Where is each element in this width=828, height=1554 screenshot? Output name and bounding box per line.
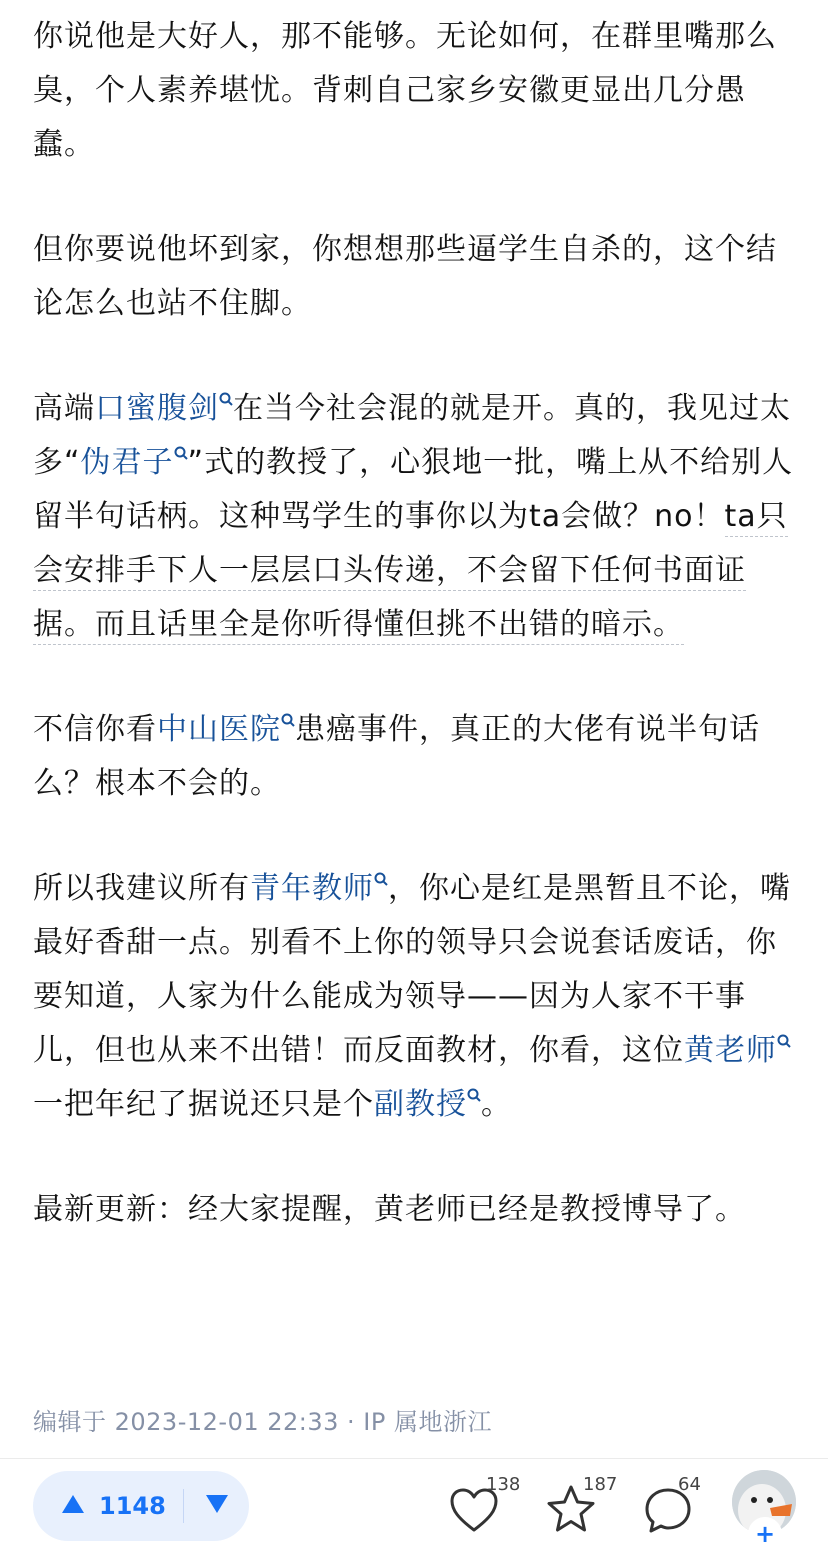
text-span: ”式的教授了，心狠地一批，嘴上从不给别人留半句话柄。这种骂学生的事你以为ta会做？no！	[33, 445, 794, 534]
comment-count: 64	[678, 1474, 701, 1495]
paragraph: 但你要说他坏到家，你想想那些逼学生自杀的，这个结论怎么也站不住脚。	[33, 232, 777, 321]
answer-body	[33, 10, 798, 1288]
paragraph	[33, 862, 798, 1132]
search-icon[interactable]	[281, 713, 295, 733]
upvote-button[interactable]	[33, 1471, 183, 1541]
text-span: 。	[481, 1087, 512, 1122]
search-icon[interactable]	[219, 392, 233, 412]
triangle-down-icon	[205, 1494, 229, 1518]
keyword-link-koumifujian[interactable]: 口蜜腹剑	[95, 391, 219, 426]
text-span: 在当今社会混的就是开。真的，我见过太多“	[33, 391, 791, 480]
like-button[interactable]	[446, 1474, 521, 1546]
like-count: 138	[486, 1474, 521, 1495]
paragraph	[33, 703, 798, 811]
search-icon[interactable]	[777, 1034, 791, 1054]
vote-bar	[33, 1471, 249, 1541]
divider	[0, 1458, 828, 1459]
paragraph: 你说他是大好人，那不能够。无论如何，在群里嘴那么臭，个人素养堪忧。背刺自己家乡安徽更显出几分愚蠢。	[33, 19, 777, 162]
text-span: 所以我建议所有	[33, 871, 250, 906]
search-icon[interactable]	[467, 1088, 481, 1108]
text-span: 高端	[33, 391, 95, 426]
downvote-button[interactable]	[184, 1471, 249, 1541]
keyword-link-young-teacher[interactable]: 青年教师	[250, 871, 374, 906]
search-icon[interactable]	[174, 446, 188, 466]
paragraph	[33, 382, 798, 652]
comment-button[interactable]	[640, 1476, 710, 1546]
paragraph: 最新更新：经大家提醒，黄老师已经是教授博导了。	[33, 1192, 746, 1227]
favorite-count: 187	[583, 1474, 618, 1495]
keyword-link-zhongshan-hospital[interactable]: 中山医院	[157, 712, 281, 747]
search-icon[interactable]	[374, 872, 388, 892]
follow-plus-icon[interactable]: +	[748, 1517, 782, 1551]
annotated-text[interactable]: ta只会安排手下人一层层口头传递，不会留下任何书面证据。而且话里全是你听得懂但挑不出错的暗示。	[33, 499, 788, 645]
favorite-button[interactable]	[543, 1474, 618, 1546]
text-span: 不信你看	[33, 712, 157, 747]
edit-timestamp: 编辑于 2023-12-01 22:33 · IP 属地浙江	[33, 1408, 492, 1436]
keyword-link-teacher-huang[interactable]: 黄老师	[684, 1033, 777, 1068]
text-span: 患癌事件，真正的大佬有说半句话么？根本不会的。	[33, 712, 760, 801]
text-span: ，你心是红是黑暂且不论，嘴最好香甜一点。别看不上你的领导只会说套话废话，你要知道，人家为什么能成为领导——因为人家不干事儿，但也从来不出错！而反面教材，你看，这位	[33, 871, 791, 1068]
upvote-count: 1148	[99, 1492, 166, 1520]
triangle-up-icon	[61, 1494, 85, 1518]
keyword-link-weijunzi[interactable]: 伪君子	[80, 445, 174, 480]
keyword-link-associate-professor[interactable]: 副教授	[374, 1087, 467, 1122]
text-span: 一把年纪了据说还只是个	[33, 1087, 374, 1122]
